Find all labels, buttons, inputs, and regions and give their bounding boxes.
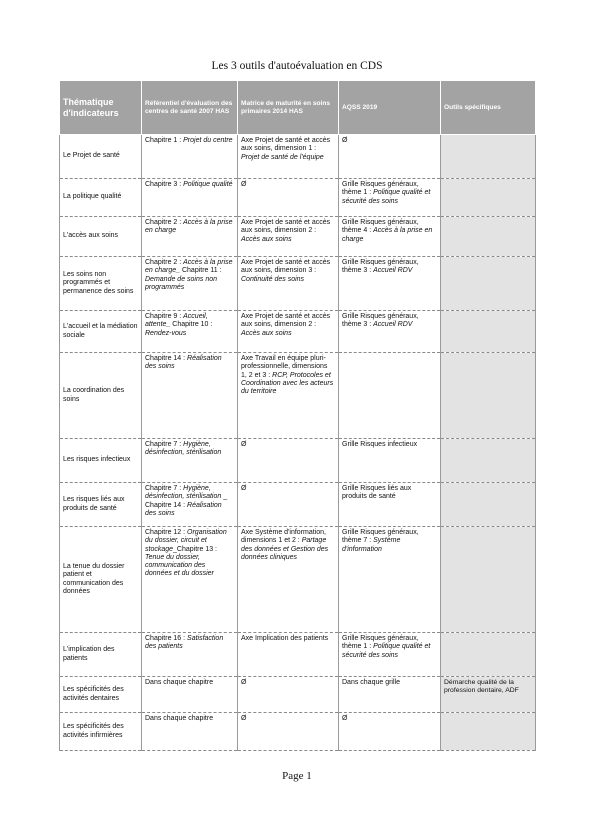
outils-cell	[441, 311, 536, 353]
table-row	[60, 217, 536, 257]
matrice-cell: Ø	[238, 439, 339, 483]
outils-cell	[441, 179, 536, 217]
outils-cell	[441, 713, 536, 751]
matrice-cell: Ø	[238, 483, 339, 527]
table-row	[60, 179, 536, 217]
thematique-cell: Les risques liés aux produits de santé	[60, 483, 142, 527]
header-outils: Outils spécifiques	[441, 81, 536, 135]
referentiel-cell: Chapitre 16 : Satisfaction des patients	[142, 633, 238, 677]
aqss-cell: Grille Risques infectieux	[339, 439, 441, 483]
table-header-row	[60, 81, 536, 135]
thematique-cell: Les soins non programmés et permanence des soins	[60, 257, 142, 311]
table-row	[60, 483, 536, 527]
table-row	[60, 353, 536, 439]
matrice-cell: Axe Travail en équipe pluri-professionnelle, dimensions 1, 2 et 3 : RCP, Protocoles et Coordination avec les acteurs du territoire	[238, 353, 339, 439]
thematique-cell: L'accueil et la médiation sociale	[60, 311, 142, 353]
aqss-cell: Ø	[339, 135, 441, 179]
matrice-cell: Axe Projet de santé et accès aux soins, dimension 1 : Projet de santé de l'équipe	[238, 135, 339, 179]
referentiel-cell: Chapitre 3 : Politique qualité	[142, 179, 238, 217]
table-row	[60, 257, 536, 311]
page-number: Page 1	[282, 770, 312, 782]
aqss-cell: Grille Risques généraux, thème 1 : Politique qualité et sécurité des soins	[339, 179, 441, 217]
aqss-cell: Grille Risques généraux, thème 3 : Accueil RDV	[339, 257, 441, 311]
aqss-cell: Grille Risques généraux, thème 4 : Accès à la prise en charge	[339, 217, 441, 257]
aqss-cell: Dans chaque grille	[339, 677, 441, 713]
outils-cell	[441, 135, 536, 179]
thematique-cell: L'accès aux soins	[60, 217, 142, 257]
referentiel-cell: Chapitre 14 : Réalisation des soins	[142, 353, 238, 439]
aqss-cell: Grille Risques liés aux produits de santé	[339, 483, 441, 527]
table-row	[60, 311, 536, 353]
outils-cell	[441, 633, 536, 677]
thematique-cell: Les spécificités des activités dentaires	[60, 677, 142, 713]
referentiel-cell: Chapitre 7 : Hygiène, désinfection, stérilisation	[142, 439, 238, 483]
matrice-cell: Axe Système d'information, dimensions 1 et 2 : Partage des données et Gestion des données cliniques	[238, 527, 339, 633]
referentiel-cell: Chapitre 2 : Accès à la prise en charge_ Chapitre 11 : Demande de soins non programmés	[142, 257, 238, 311]
matrice-cell: Axe Projet de santé et accès aux soins, dimension 2 : Accès aux soins	[238, 311, 339, 353]
header-aqss: AQSS 2019	[339, 81, 441, 135]
table-row	[60, 527, 536, 633]
referentiel-cell: Dans chaque chapitre	[142, 713, 238, 751]
outils-cell	[441, 439, 536, 483]
outils-cell	[441, 353, 536, 439]
aqss-cell: Grille Risques généraux, thème 7 : Système d'information	[339, 527, 441, 633]
outils-cell: Démarche qualité de la profession dentaire, ADF	[441, 677, 536, 713]
header-matrice: Matrice de maturité en soins primaires 2014 HAS	[238, 81, 339, 135]
thematique-cell: La coordination des soins	[60, 353, 142, 439]
referentiel-cell: Chapitre 1 : Projet du centre	[142, 135, 238, 179]
thematique-cell: L'implication des patients	[60, 633, 142, 677]
table-row	[60, 135, 536, 179]
aqss-cell: Grille Risques généraux, thème 3 : Accueil RDV	[339, 311, 441, 353]
matrice-cell: Ø	[238, 179, 339, 217]
referentiel-cell: Dans chaque chapitre	[142, 677, 238, 713]
aqss-cell: Ø	[339, 713, 441, 751]
matrice-cell: Ø	[238, 677, 339, 713]
thematique-cell: La politique qualité	[60, 179, 142, 217]
table-row	[60, 633, 536, 677]
matrice-cell: Axe Projet de santé et accès aux soins, dimension 3 : Continuité des soins	[238, 257, 339, 311]
referentiel-cell: Chapitre 7 : Hygiène, désinfection, stérilisation _ Chapitre 14 : Réalisation des soins	[142, 483, 238, 527]
table-row	[60, 677, 536, 713]
matrice-cell: Ø	[238, 713, 339, 751]
matrice-cell: Axe Implication des patients	[238, 633, 339, 677]
header-referentiel: Référentiel d'évaluation des centres de santé 2007 HAS	[142, 81, 238, 135]
matrice-cell: Axe Projet de santé et accès aux soins, dimension 2 : Accès aux soins	[238, 217, 339, 257]
outils-cell	[441, 257, 536, 311]
referentiel-cell: Chapitre 2 : Accès à la prise en charge	[142, 217, 238, 257]
table-row	[60, 713, 536, 751]
thematique-cell: La tenue du dossier patient et communication des données	[60, 527, 142, 633]
outils-cell	[441, 217, 536, 257]
outils-cell	[441, 527, 536, 633]
referentiel-cell: Chapitre 9 : Accueil, attente_ Chapitre 10 : Rendez-vous	[142, 311, 238, 353]
aqss-cell	[339, 353, 441, 439]
referentiel-cell: Chapitre 12 : Organisation du dossier, circuit et stockage_Chapitre 13 : Tenue du dossier, communication des données et du dossier	[142, 527, 238, 633]
aqss-cell: Grille Risques généraux, thème 1 : Politique qualité et sécurité des soins	[339, 633, 441, 677]
header-thematique: Thématique d'indicateurs	[60, 81, 142, 135]
document-title: Les 3 outils d'autoévaluation en CDS	[211, 60, 383, 72]
outils-cell	[441, 483, 536, 527]
thematique-cell: Les risques infectieux	[60, 439, 142, 483]
comparison-table	[59, 80, 536, 751]
table-row	[60, 439, 536, 483]
thematique-cell: Le Projet de santé	[60, 135, 142, 179]
thematique-cell: Les spécificités des activités infirmières	[60, 713, 142, 751]
